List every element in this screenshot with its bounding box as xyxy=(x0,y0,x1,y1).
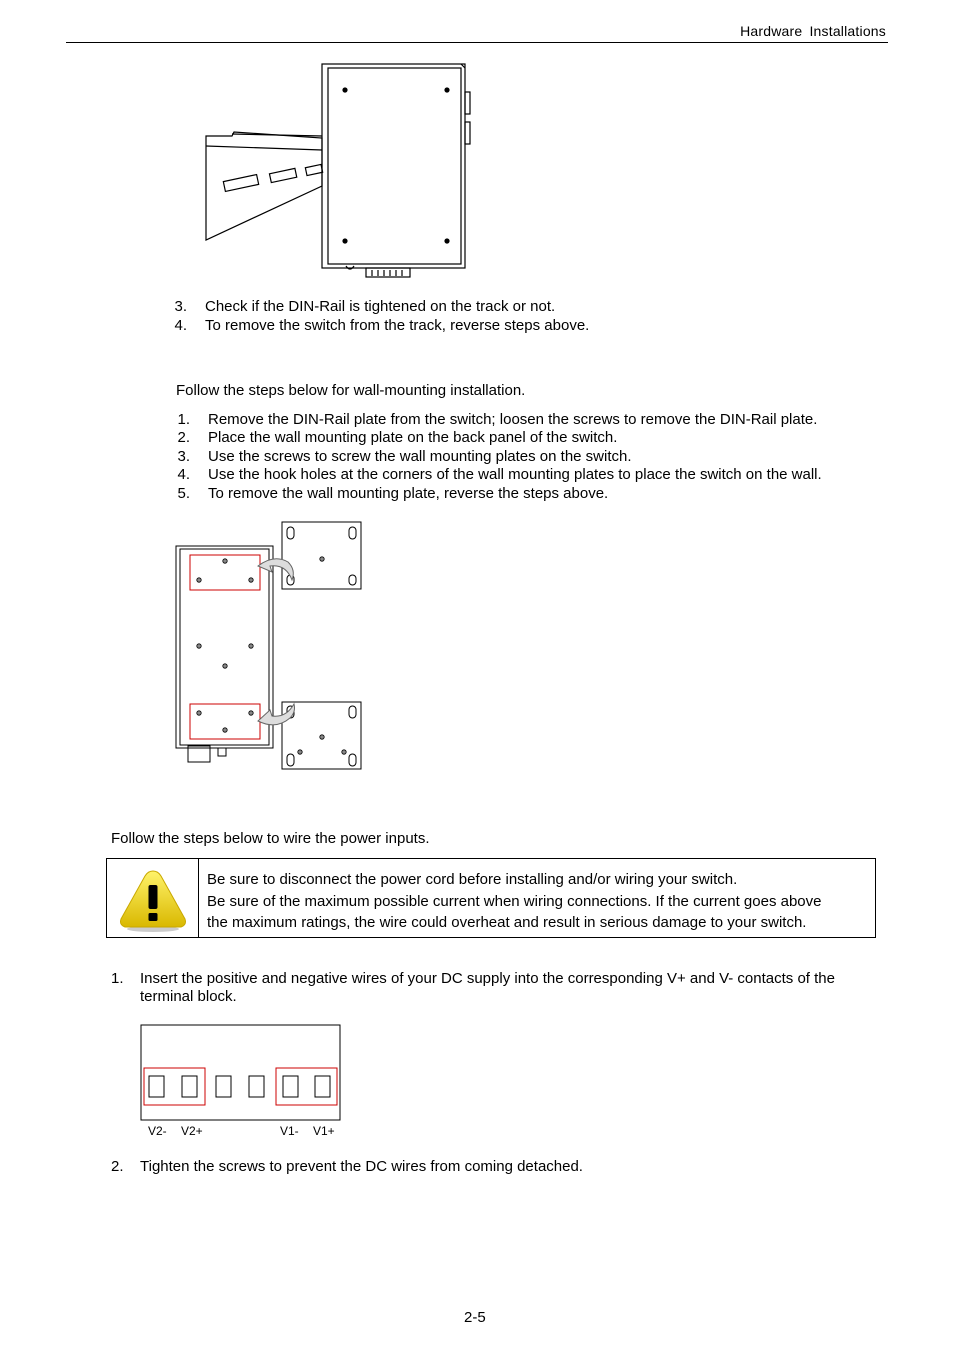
warning-box xyxy=(106,858,876,938)
step-number: 4. xyxy=(177,466,190,483)
step-number: 2. xyxy=(177,429,190,446)
page-number: 2-5 xyxy=(464,1309,486,1326)
step-number: 1. xyxy=(177,411,190,428)
power-step-1-line-2: terminal block. xyxy=(140,988,237,1005)
wall-mount-step-4: Use the hook holes at the corners of the wall mounting plates to place the switch on the wall. xyxy=(208,466,822,483)
wall-mount-step-3: Use the screws to screw the wall mounting plates on the switch. xyxy=(208,448,632,465)
step-number: 3. xyxy=(177,448,190,465)
wall-mount-intro: Follow the steps below for wall-mounting installation. xyxy=(176,382,526,399)
wall-mount-step-1: Remove the DIN-Rail plate from the switch; loosen the screws to remove the DIN-Rail plate. xyxy=(208,411,818,428)
wall-mount-figure xyxy=(174,518,366,774)
terminal-block-diagram xyxy=(138,1022,344,1142)
warning-divider xyxy=(198,859,199,937)
warning-line-3: the maximum ratings, the wire could overheat and result in serious damage to your switch. xyxy=(207,914,807,931)
step-number: 4. xyxy=(174,317,187,334)
warning-line-1: Be sure to disconnect the power cord before installing and/or wiring your switch. xyxy=(207,871,738,888)
terminal-label-v1-plus: V1+ xyxy=(313,1124,335,1138)
running-header: Hardware Installations xyxy=(740,23,886,39)
warning-line-2: Be sure of the maximum possible current when wiring connections. If the current goes above xyxy=(207,893,822,910)
warning-icon xyxy=(115,867,191,933)
step-number: 3. xyxy=(174,298,187,315)
step-number: 5. xyxy=(177,485,190,502)
wall-mount-step-5: To remove the wall mounting plate, reverse the steps above. xyxy=(208,485,609,502)
din-rail-step-4: To remove the switch from the track, reverse steps above. xyxy=(205,317,590,334)
power-step-2: Tighten the screws to prevent the DC wires from coming detached. xyxy=(140,1158,583,1175)
terminal-label-v2-minus: V2- xyxy=(148,1124,167,1138)
header-rule xyxy=(66,42,888,43)
terminal-label-v1-minus: V1- xyxy=(280,1124,299,1138)
din-rail-figure xyxy=(200,58,475,280)
step-number: 2. xyxy=(111,1158,124,1175)
power-intro: Follow the steps below to wire the power inputs. xyxy=(111,830,430,847)
wall-mount-step-2: Place the wall mounting plate on the back panel of the switch. xyxy=(208,429,618,446)
din-rail-step-3: Check if the DIN-Rail is tightened on the track or not. xyxy=(205,298,556,315)
terminal-label-v2-plus: V2+ xyxy=(181,1124,203,1138)
power-step-1-line-1: Insert the positive and negative wires of your DC supply into the corresponding V+ and V- contacts of the xyxy=(140,970,835,987)
step-number: 1. xyxy=(111,970,124,987)
